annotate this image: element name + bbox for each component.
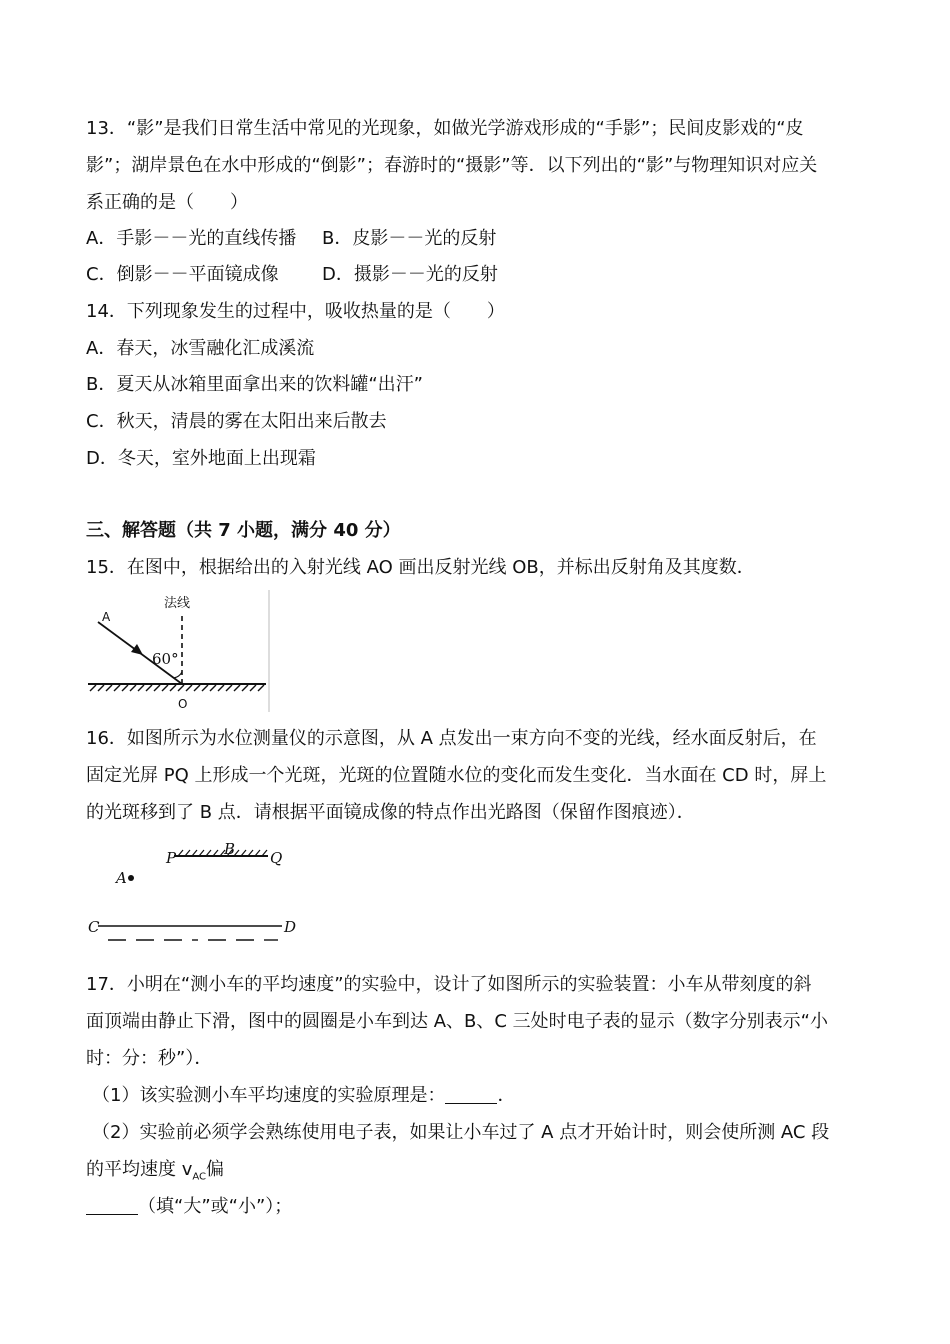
label-o: O <box>178 697 188 711</box>
q17-sub1-end: ． <box>497 1085 516 1106</box>
label-d: D <box>284 918 297 936</box>
label-a: A <box>116 869 127 887</box>
q14-option-c: C．秋天，清晨的雾在太阳出来后散去 <box>86 411 387 432</box>
label-c: C <box>88 918 100 936</box>
q14-stem: 14．下列现象发生的过程中，吸收热量的是（ ） <box>86 301 505 322</box>
point-a <box>128 875 134 881</box>
label-q: Q <box>270 849 283 867</box>
q16-figure-svg <box>86 836 302 948</box>
angle-arc <box>174 672 182 678</box>
vac-subscript: AC <box>192 1171 207 1183</box>
q17-sub2-text: 的平均速度 v <box>86 1159 193 1180</box>
incident-ray-arrow <box>131 644 143 655</box>
label-p: P <box>166 849 177 867</box>
q15-stem: 15．在图中，根据给出的入射光线 AO 画出反射光线 OB，并标出反射角及其度数． <box>86 557 755 578</box>
q13-option-a: A．手影－－光的直线传播 <box>86 228 297 249</box>
q17-stem-line1: 17．小明在“测小车的平均速度”的实验中，设计了如图所示的实验装置：小车从带刻度的斜 <box>86 974 812 995</box>
q16-water-level-figure <box>86 836 302 948</box>
q13-option-b: B．皮影－－光的反射 <box>322 228 497 249</box>
q13-stem-line3: 系正确的是（ ） <box>86 192 248 213</box>
q15-figure-svg <box>86 590 276 712</box>
answer-blank-2[interactable] <box>86 1196 138 1215</box>
answer-blank-1[interactable] <box>445 1085 497 1104</box>
q17-stem-line3: 时：分：秒”）． <box>86 1048 213 1069</box>
q17-sub2-bias: 偏 <box>206 1159 225 1180</box>
q16-stem-line1: 16．如图所示为水位测量仪的示意图，从 A 点发出一束方向不变的光线，经水面反射后，在 <box>86 728 817 749</box>
q14-option-d: D．冬天，室外地面上出现霜 <box>86 448 316 469</box>
q17-sub2-line3 <box>86 1194 292 1220</box>
q17-sub2-line2 <box>86 1157 224 1191</box>
label-angle: 60° <box>152 650 179 668</box>
q13-stem-line2: 影”；湖岸景色在水中形成的“倒影”；春游时的“摄影”等．以下列出的“影”与物理知识对应关 <box>86 155 818 176</box>
label-b: B <box>224 840 236 858</box>
q14-option-a: A．春天，冰雪融化汇成溪流 <box>86 338 315 359</box>
q17-stem-line2: 面顶端由静止下滑，图中的圆圈是小车到达 A、B、C 三处时电子表的显示（数字分别表示“小 <box>86 1011 828 1032</box>
q15-reflection-figure <box>86 590 276 712</box>
section-heading: 三、解答题（共 7 小题，满分 40 分） <box>86 520 401 541</box>
q16-stem-line2: 固定光屏 PQ 上形成一个光斑，光斑的位置随水位的变化而发生变化．当水面在 CD 时，屏上 <box>86 765 827 786</box>
label-normal: 法线 <box>164 596 191 611</box>
q17-sub1-text: （1）该实验测小车平均速度的实验原理是： <box>92 1085 446 1106</box>
q17-sub1 <box>92 1083 515 1109</box>
q14-option-b: B．夏天从冰箱里面拿出来的饮料罐“出汗” <box>86 374 423 395</box>
label-a: A <box>102 610 111 624</box>
q13-option-d: D．摄影－－光的反射 <box>322 264 498 285</box>
mirror-hatching <box>90 685 264 691</box>
q13-option-c: C．倒影－－平面镜成像 <box>86 264 279 285</box>
q17-sub2-line1: （2）实验前必须学会熟练使用电子表，如果让小车过了 A 点才开始计时，则会使所测 AC 段 <box>92 1122 830 1143</box>
q13-stem-line1: 13．“影”是我们日常生活中常见的光现象，如做光学游戏形成的“手影”；民间皮影戏的“皮 <box>86 118 804 139</box>
q16-stem-line3: 的光斑移到了 B 点．请根据平面镜成像的特点作出光路图（保留作图痕迹）． <box>86 802 695 823</box>
q17-sub2-hint: （填“大”或“小”）； <box>138 1196 293 1217</box>
